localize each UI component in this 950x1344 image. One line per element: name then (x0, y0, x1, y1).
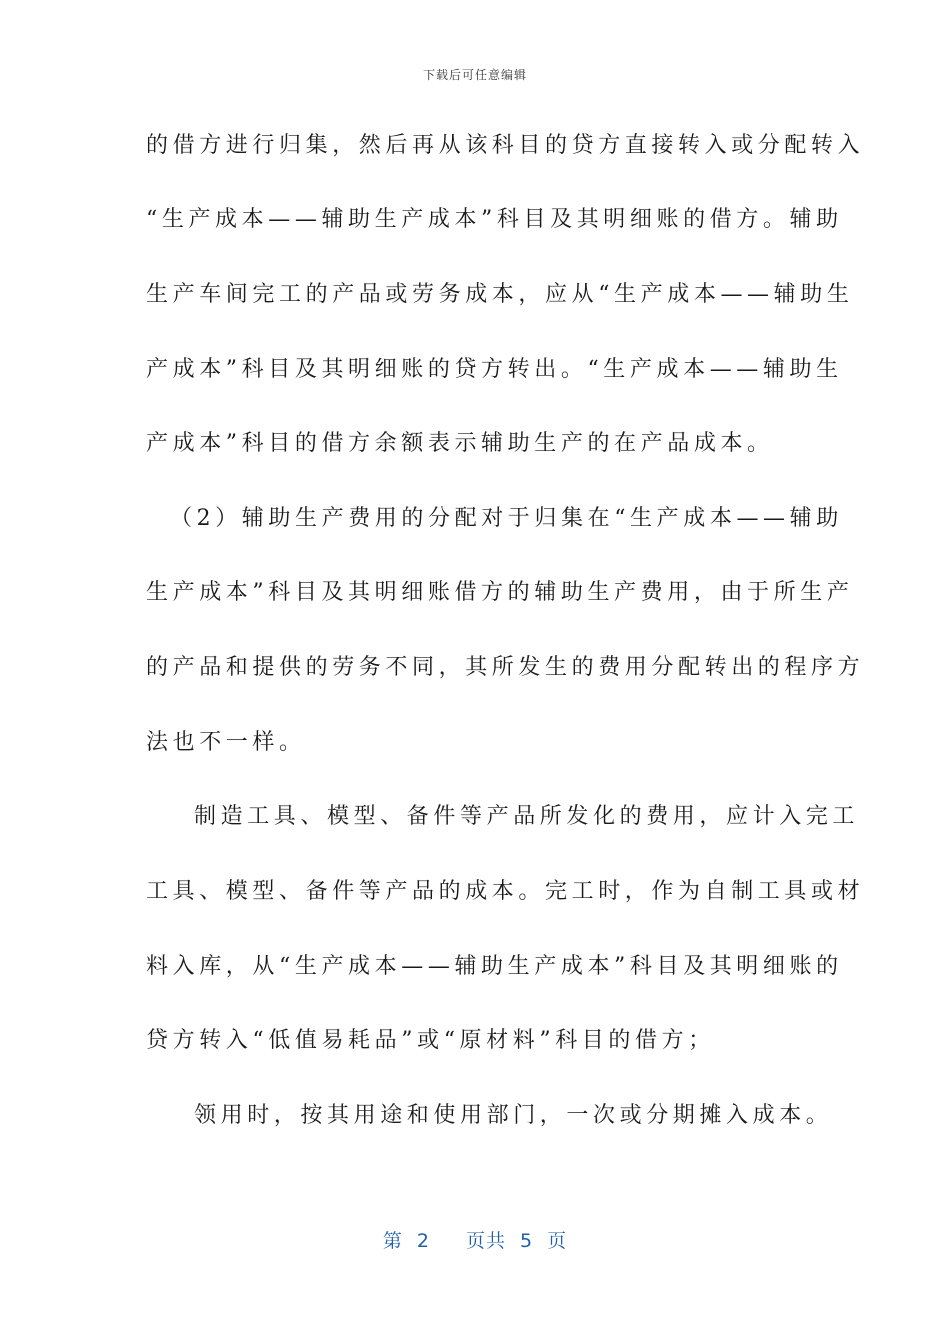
body-line: 生产车间完工的产品或劳务成本，应从“生产成本——辅助生 (146, 282, 854, 307)
body-line: 领用时，按其用途和使用部门，一次或分期摊入成本。 (194, 1103, 833, 1128)
body-line: 贷方转入“低值易耗品”或“原材料”科目的借方； (146, 1028, 715, 1053)
body-line: 产成本”科目的借方余额表示辅助生产的在产品成本。 (146, 431, 774, 456)
body-line: “生产成本——辅助生产成本”科目及其明细账的借方。辅助 (146, 207, 843, 232)
body-line: 的借方进行归集，然后再从该科目的贷方直接转入或分配转入 (146, 133, 865, 158)
body-line: 法也不一样。 (146, 730, 306, 755)
header-note: 下载后可任意编辑 (422, 68, 527, 82)
body-line: （2）辅助生产费用的分配对于归集在“生产成本——辅助 (170, 506, 843, 531)
body-line: 产成本”科目及其明细账的贷方转出。“生产成本——辅助生 (146, 357, 843, 382)
current-page-number: 2 (416, 1230, 430, 1252)
body-line: 料入库，从“生产成本——辅助生产成本”科目及其明细账的 (146, 954, 843, 979)
body-line: 的产品和提供的劳务不同，其所发生的费用分配转出的程序方 (146, 655, 865, 680)
body-line: 工具、模型、备件等产品的成本。完工时，作为自制工具或材 (146, 879, 865, 904)
page-footer (0, 1226, 950, 1253)
page-end-label: 页 (547, 1230, 568, 1252)
body-line: 生产成本”科目及其明细账借方的辅助生产费用，由于所生产 (146, 580, 854, 605)
page-of-label: 页共 (465, 1230, 506, 1252)
body-line: 制造工具、模型、备件等产品所发化的费用，应计入完工 (194, 804, 860, 829)
total-pages-number: 5 (520, 1230, 534, 1252)
page-label: 第 (382, 1230, 403, 1252)
